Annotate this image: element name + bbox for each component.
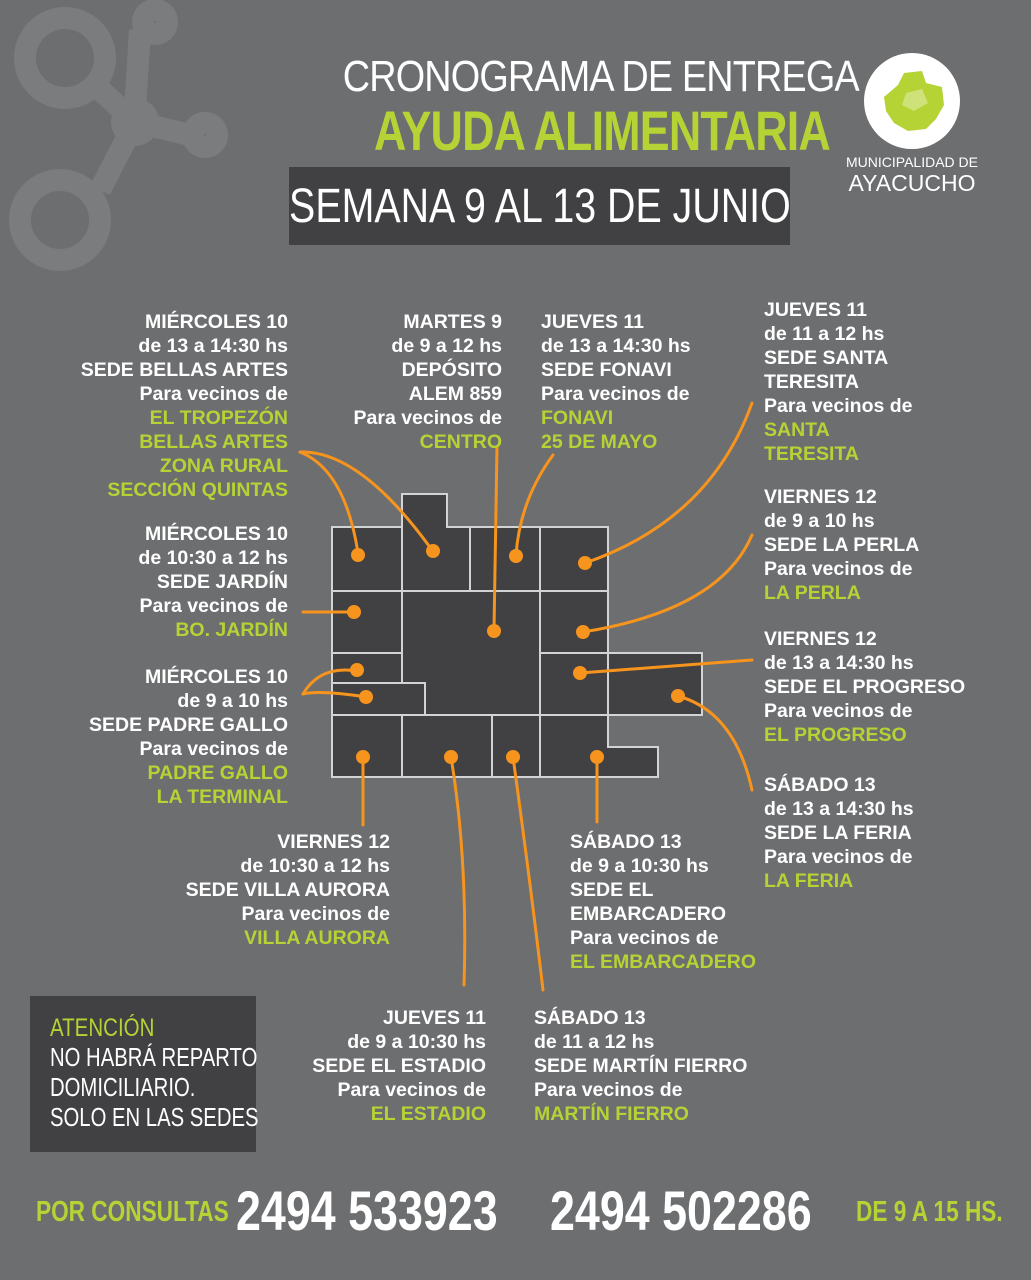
neighborhood: LA TERMINAL [156,786,288,808]
for-label: Para vecinos de [541,383,690,405]
neighborhood: EL PROGRESO [764,724,907,746]
time-label: de 9 a 10 hs [177,690,288,712]
for-label: Para vecinos de [139,738,288,760]
phone-number-1: 2494 533923 [236,1179,498,1242]
neighborhood: SECCIÓN QUINTAS [107,479,288,501]
site-label: SEDE EL PROGRESO [764,676,966,698]
hours-label: DE 9 A 15 HS. [856,1196,1003,1228]
for-label: Para vecinos de [353,407,502,429]
site-label: SEDE VILLA AURORA [185,879,390,901]
map-zone-la-perla [540,591,608,653]
neighborhood: FONAVI [541,407,614,429]
marker-centro [487,624,501,638]
for-label: Para vecinos de [241,903,390,925]
schedule-la-perla [764,485,919,605]
neighborhood: PADRE GALLO [147,762,288,784]
neighborhood: ZONA RURAL [159,455,288,477]
for-label: Para vecinos de [534,1079,683,1101]
week-label: SEMANA 9 AL 13 DE JUNIO [288,179,791,233]
marker-la-perla [576,625,590,639]
neighborhood: TERESITA [764,443,859,465]
marker-santa-teresita [578,556,592,570]
for-label: Para vecinos de [764,558,913,580]
day-label: VIERNES 12 [764,628,877,650]
neighborhood: EL EMBARCADERO [570,951,756,973]
for-label: Para vecinos de [139,595,288,617]
marker-la-feria [671,689,685,703]
time-label: de 10:30 a 12 hs [138,547,288,569]
marker-bellas-artes [351,548,365,562]
day-label: MIÉRCOLES 10 [144,523,288,545]
marker-tropezon [426,544,440,558]
day-label: MIÉRCOLES 10 [144,666,288,688]
map-zone-martin-fierro [492,715,540,777]
schedule-la-feria [764,773,914,893]
day-label: VIERNES 12 [764,486,877,508]
marker-martin-fierro [506,750,520,764]
day-label: JUEVES 11 [764,299,867,321]
map-zone-tropezon [402,494,470,591]
time-label: de 9 a 12 hs [391,335,502,357]
schedule-martin-fierro [534,1006,747,1126]
map-zone-estadio [402,715,492,777]
marker-padre-gallo [359,690,373,704]
site-label: SEDE EL [570,879,654,901]
neighborhood: SANTA [764,419,830,441]
map-zone-padre-gallo [332,683,425,715]
day-label: JUEVES 11 [383,1007,486,1029]
time-label: de 9 a 10:30 hs [347,1031,486,1053]
schedule-fonavi [541,310,691,454]
for-label: Para vecinos de [337,1079,486,1101]
title-line-2: AYUDA ALIMENTARIA [374,99,830,162]
title-line-1: CRONOGRAMA DE ENTREGA [342,52,859,101]
connector-martin-fierro [513,757,543,990]
day-label: JUEVES 11 [541,311,644,333]
time-label: de 11 a 12 hs [534,1031,655,1053]
site-label-cont: EMBARCADERO [570,903,726,925]
site-label: DEPÓSITO [401,359,502,381]
phone-number-2: 2494 502286 [550,1179,812,1242]
time-label: de 10:30 a 12 hs [240,855,390,877]
site-label: SEDE LA FERIA [764,822,912,844]
marker-villa-aurora [356,750,370,764]
neighborhood: EL ESTADIO [370,1103,486,1125]
neighborhood: CENTRO [419,431,502,453]
notice-heading: ATENCIÓN [50,1014,155,1042]
for-label: Para vecinos de [764,395,913,417]
time-label: de 9 a 10 hs [764,510,875,532]
map-zone-terminal [332,653,402,683]
site-label: SEDE SANTA [764,347,889,369]
time-label: de 9 a 10:30 hs [570,855,709,877]
site-label: SEDE EL ESTADIO [312,1055,486,1077]
neighborhood: VILLA AURORA [244,927,390,949]
site-label: SEDE MARTÍN FIERRO [534,1055,748,1077]
notice-line: DOMICILIARIO. [50,1072,196,1102]
marker-embarcadero [590,750,604,764]
for-label: Para vecinos de [139,383,288,405]
schedule-jardin [138,522,288,642]
neighborhood: EL TROPEZÓN [149,407,288,429]
map-zone-el-progreso [540,653,702,715]
day-label: VIERNES 12 [277,831,390,853]
schedule-padre-gallo [89,665,288,809]
for-label: Para vecinos de [764,700,913,722]
consultas-label: POR CONSULTAS [36,1196,229,1228]
time-label: de 11 a 12 hs [764,323,885,345]
time-label: de 13 a 14:30 hs [138,335,288,357]
logo-text-line2: AYACUCHO [848,170,976,196]
schedule-embarcadero [570,830,756,974]
for-label: Para vecinos de [764,846,913,868]
time-label: de 13 a 14:30 hs [764,652,914,674]
notice-line: NO HABRÁ REPARTO [50,1042,258,1072]
neighborhood: BELLAS ARTES [139,431,288,453]
schedule-santa-teresita [764,298,913,466]
notice-line: SOLO EN LAS SEDES [50,1102,259,1132]
attention-notice [30,996,259,1152]
site-label: SEDE FONAVI [541,359,672,381]
site-label: SEDE PADRE GALLO [89,714,288,736]
map-zone-fonavi [470,527,540,591]
map-zone-villa-aurora [332,715,402,777]
for-label: Para vecinos de [570,927,719,949]
site-label-cont: TERESITA [764,371,859,393]
marker-fonavi [509,549,523,563]
neighborhood: LA FERIA [764,870,854,892]
day-label: MIÉRCOLES 10 [144,311,288,333]
marker-terminal [350,663,364,677]
neighborhood: 25 DE MAYO [541,431,658,453]
schedule-deposito [354,310,503,454]
schedule-bellas-artes [81,310,288,502]
neighborhood: LA PERLA [764,582,861,604]
marker-estadio [444,750,458,764]
schedule-estadio [312,1006,486,1126]
logo-text-line1: MUNICIPALIDAD DE [846,154,978,170]
schedule-el-progreso [764,627,965,747]
day-label: SÁBADO 13 [534,1007,646,1029]
map-zone-bellas-artes [332,527,402,591]
site-label: SEDE LA PERLA [764,534,920,556]
marker-el-progreso [573,666,587,680]
neighborhood: MARTÍN FIERRO [534,1103,689,1125]
day-label: SÁBADO 13 [570,831,682,853]
day-label: SÁBADO 13 [764,774,876,796]
site-label: SEDE JARDÍN [156,571,288,593]
marker-jardin [347,605,361,619]
schedule-villa-aurora [186,830,390,950]
day-label: MARTES 9 [403,311,502,333]
map-zone-jardin [332,591,402,653]
connector-estadio [451,757,465,985]
site-label: SEDE BELLAS ARTES [80,359,288,381]
neighborhood: BO. JARDÍN [175,619,288,641]
time-label: de 13 a 14:30 hs [541,335,691,357]
map-zone-embarcadero [540,715,658,777]
time-label: de 13 a 14:30 hs [764,798,914,820]
site-address: ALEM 859 [408,383,502,405]
